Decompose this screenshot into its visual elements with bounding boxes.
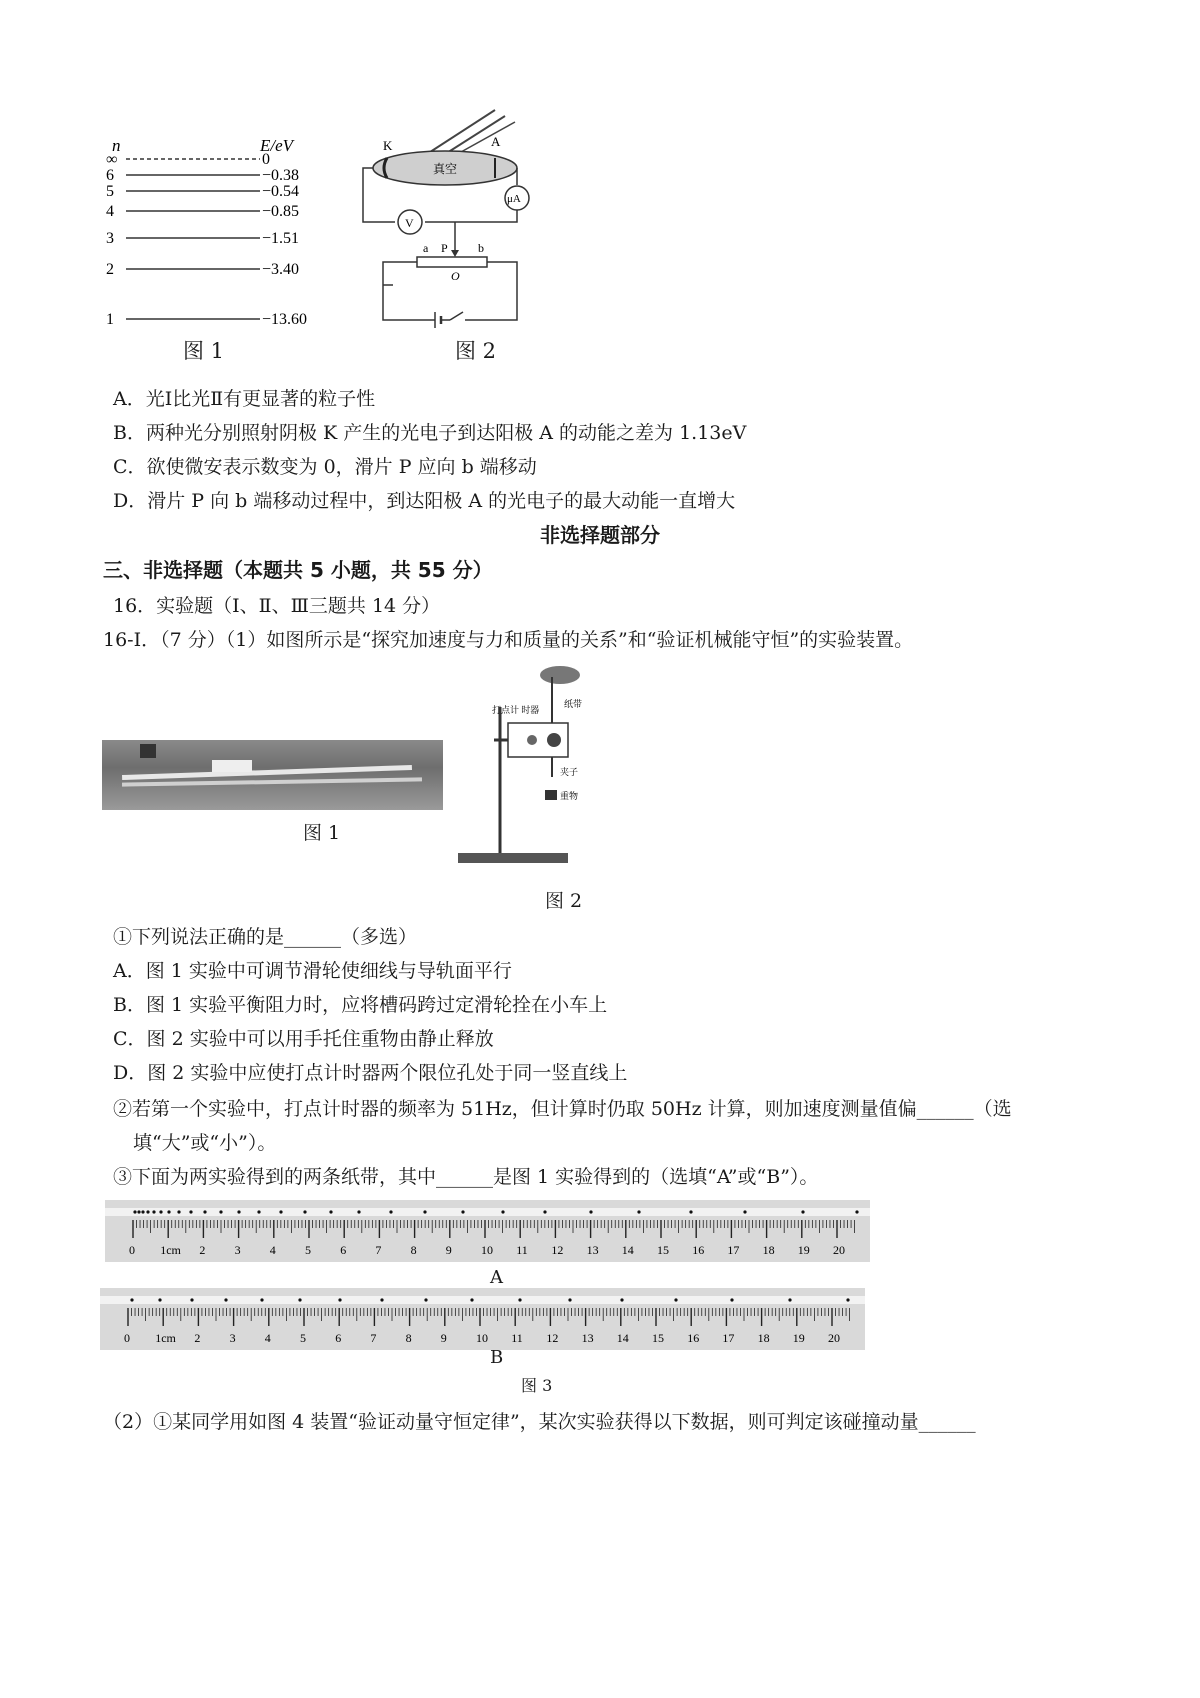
- q15-option-d: D．滑片 P 向 b 端移动过程中，到达阳极 A 的光电子的最大动能一直增大: [113, 490, 736, 512]
- tape-dot: [743, 1210, 746, 1213]
- tick-label-18: 18: [757, 1331, 770, 1345]
- tick-label-13: 13: [586, 1243, 599, 1257]
- q15-option-c: C．欲使微安表示数变为 0，滑片 P 应向 b 端移动: [113, 456, 537, 478]
- q15-option-a: A．光Ⅰ比光Ⅱ有更显著的粒子性: [113, 388, 376, 410]
- tape-dot: [801, 1210, 804, 1213]
- tick-label-10: 10: [476, 1331, 488, 1345]
- fig1-top-caption: 图 1: [183, 339, 225, 363]
- tape-dot: [133, 1210, 136, 1213]
- tick-label-3: 3: [229, 1331, 236, 1345]
- level-n-6: 1: [106, 311, 114, 328]
- tick-label-19: 19: [792, 1331, 805, 1345]
- tick-label-13: 13: [581, 1331, 594, 1345]
- label-k: K: [383, 138, 393, 153]
- tape-dot: [219, 1210, 222, 1213]
- tick-label-4: 4: [264, 1331, 271, 1345]
- level-n-2: 5: [106, 183, 114, 200]
- tick-label-6: 6: [335, 1331, 342, 1345]
- tick-label-20: 20: [828, 1331, 840, 1345]
- tick-label-15: 15: [652, 1331, 664, 1345]
- tick-label-7: 7: [375, 1243, 382, 1257]
- tape-dot: [424, 1298, 427, 1301]
- tape-dot: [158, 1298, 161, 1301]
- q3-text: ③下面为两实验得到的两条纸带，其中______是图 1 实验得到的（选填“A”或“B”）。: [113, 1166, 819, 1188]
- tick-label-17: 17: [722, 1331, 735, 1345]
- svg-text:P: P: [441, 241, 448, 255]
- tape-dot: [461, 1210, 464, 1213]
- tick-label-2: 2: [199, 1243, 206, 1257]
- q1-prompt: ①下列说法正确的是______（多选）: [113, 926, 418, 948]
- fig2-free-fall-apparatus: [450, 665, 583, 875]
- tick-label-1: 1cm: [155, 1331, 176, 1345]
- tape-dot: [152, 1210, 155, 1213]
- tick-label-9: 9: [440, 1331, 447, 1345]
- svg-text:重物: 重物: [560, 791, 579, 801]
- tape-dot: [159, 1210, 162, 1213]
- tick-label-17: 17: [727, 1243, 740, 1257]
- ruler-a-label: A: [490, 1267, 503, 1288]
- svg-text:夹子: 夹子: [560, 767, 579, 777]
- tick-label-19: 19: [797, 1243, 810, 1257]
- tape-dot: [338, 1298, 341, 1301]
- q2-part-text: （2）①某同学用如图 4 装置“验证动量守恒定律”，某次实验获得以下数据，则可判定该碰撞动量______: [103, 1411, 976, 1433]
- q1-option-c: C．图 2 实验中可以用手托住重物由静止释放: [113, 1028, 494, 1050]
- tape-dot: [146, 1210, 149, 1213]
- tape-dot: [568, 1298, 571, 1301]
- level-e-5: −3.40: [262, 261, 300, 278]
- q16-1-text: 16-Ⅰ．（7 分）（1）如图所示是“探究加速度与力和质量的关系”和“验证机械能守恒”的实验装置。: [103, 629, 914, 651]
- tape-dot: [637, 1210, 640, 1213]
- q1-option-a: A．图 1 实验中可调节滑轮使细线与导轨面平行: [113, 960, 512, 982]
- tick-label-10: 10: [481, 1243, 493, 1257]
- tape-dot: [279, 1210, 282, 1213]
- tick-label-14: 14: [616, 1331, 629, 1345]
- level-e-3: −0.85: [262, 203, 300, 220]
- tape-dot: [518, 1298, 521, 1301]
- tape-dot: [788, 1298, 791, 1301]
- tape-dot: [298, 1298, 301, 1301]
- level-e-1: −0.38: [262, 167, 300, 184]
- fig1-mid-caption: 图 1: [303, 822, 341, 844]
- tick-label-16: 16: [687, 1331, 700, 1345]
- tick-label-18: 18: [762, 1243, 775, 1257]
- tape-dot: [730, 1298, 733, 1301]
- tape-dot: [380, 1298, 383, 1301]
- q2-line-2: 填“大”或“小”）。: [133, 1132, 277, 1154]
- tick-label-14: 14: [621, 1243, 634, 1257]
- level-e-2: −0.54: [262, 183, 300, 200]
- fig2-top-caption: 图 2: [455, 339, 497, 363]
- tape-dot: [190, 1298, 193, 1301]
- tick-label-6: 6: [340, 1243, 347, 1257]
- section-title: 非选择题部分: [540, 523, 660, 547]
- level-n-4: 3: [106, 230, 114, 247]
- tape-dot: [689, 1210, 692, 1213]
- q1-option-b: B．图 1 实验平衡阻力时，应将槽码跨过定滑轮拴在小车上: [113, 994, 608, 1016]
- tick-label-12: 12: [551, 1243, 564, 1257]
- level-n-3: 4: [106, 203, 114, 220]
- tape-dot: [543, 1210, 546, 1213]
- tick-label-12: 12: [546, 1331, 559, 1345]
- tick-label-16: 16: [692, 1243, 705, 1257]
- tape-dot: [203, 1210, 206, 1213]
- q15-option-b: B．两种光分别照射阴极 K 产生的光电子到达阳极 A 的动能之差为 1.13eV: [113, 422, 747, 444]
- rheostat: [417, 257, 487, 267]
- tape-dot: [177, 1210, 180, 1213]
- fig1-air-track-photo: [102, 740, 443, 810]
- tick-label-1: 1cm: [160, 1243, 181, 1257]
- svg-text:纸带: 纸带: [564, 699, 583, 709]
- svg-text:V: V: [405, 216, 414, 230]
- tape-dot: [224, 1298, 227, 1301]
- tape-dot: [389, 1210, 392, 1213]
- tick-label-8: 8: [410, 1243, 417, 1257]
- tape-dot: [423, 1210, 426, 1213]
- tick-label-4: 4: [269, 1243, 276, 1257]
- tape-dot: [846, 1298, 849, 1301]
- tape-dot: [357, 1210, 360, 1213]
- tape-dot: [257, 1210, 260, 1213]
- tape-dot: [589, 1210, 592, 1213]
- tape-dot: [329, 1210, 332, 1213]
- svg-text:b: b: [478, 241, 484, 255]
- tick-label-0: 0: [124, 1331, 130, 1345]
- tape-dot: [167, 1210, 170, 1213]
- tape-dot: [189, 1210, 192, 1213]
- part-title: 三、非选择题（本题共 5 小题，共 55 分）: [103, 558, 493, 582]
- tube-label: 真空: [433, 162, 458, 176]
- fig3-caption: 图 3: [521, 1376, 553, 1395]
- tick-label-11: 11: [511, 1331, 523, 1345]
- level-n-5: 2: [106, 261, 114, 278]
- tick-label-15: 15: [657, 1243, 669, 1257]
- tick-label-5: 5: [305, 1243, 311, 1257]
- tape-dot: [130, 1298, 133, 1301]
- tape-dot: [470, 1298, 473, 1301]
- axis-n-label: n: [112, 136, 121, 155]
- q1-option-d: D．图 2 实验中应使打点计时器两个限位孔处于同一竖直线上: [113, 1062, 628, 1084]
- tape-dot: [855, 1210, 858, 1213]
- level-n-0: ∞: [106, 151, 118, 168]
- tape-dot: [141, 1210, 144, 1213]
- paper-tape: [100, 1296, 865, 1304]
- tick-label-20: 20: [833, 1243, 845, 1257]
- level-n-1: 6: [106, 167, 114, 184]
- energy-level-diagram: [100, 135, 360, 370]
- tick-label-8: 8: [405, 1331, 412, 1345]
- axis-e-label: E/eV: [260, 136, 294, 155]
- q2-line-1: ②若第一个实验中，打点计时器的频率为 51Hz，但计算时仍取 50Hz 计算，则加速度测量值偏______（选: [113, 1098, 1012, 1120]
- tape-dot: [237, 1210, 240, 1213]
- tape-dot: [674, 1298, 677, 1301]
- energy-levels: [106, 151, 307, 328]
- tape-dot: [620, 1298, 623, 1301]
- tape-dot: [260, 1298, 263, 1301]
- tape-dot: [137, 1210, 140, 1213]
- photoelectric-circuit-diagram: [355, 110, 535, 340]
- paper-tape-ruler-a: [105, 1200, 870, 1265]
- svg-text:打点计 时器: 打点计 时器: [492, 705, 540, 715]
- svg-text:a: a: [423, 241, 429, 255]
- tick-label-5: 5: [300, 1331, 306, 1345]
- tick-label-3: 3: [234, 1243, 241, 1257]
- tape-dot: [501, 1210, 504, 1213]
- level-e-0: 0: [262, 151, 270, 168]
- ruler-b-label: B: [490, 1347, 504, 1368]
- tick-label-9: 9: [445, 1243, 452, 1257]
- svg-text:μA: μA: [507, 193, 521, 205]
- tick-label-2: 2: [194, 1331, 201, 1345]
- q16-intro: 16．实验题（Ⅰ、Ⅱ、Ⅲ三题共 14 分）: [113, 595, 441, 617]
- label-a: A: [491, 134, 501, 149]
- tape-dot: [303, 1210, 306, 1213]
- level-e-6: −13.60: [262, 311, 308, 328]
- tick-label-7: 7: [370, 1331, 377, 1345]
- fig2-mid-caption: 图 2: [545, 890, 583, 912]
- paper-tape-ruler-b: [100, 1288, 865, 1353]
- tick-label-0: 0: [129, 1243, 135, 1257]
- level-e-4: −1.51: [262, 230, 300, 247]
- svg-text:O: O: [451, 269, 460, 283]
- tick-label-11: 11: [516, 1243, 528, 1257]
